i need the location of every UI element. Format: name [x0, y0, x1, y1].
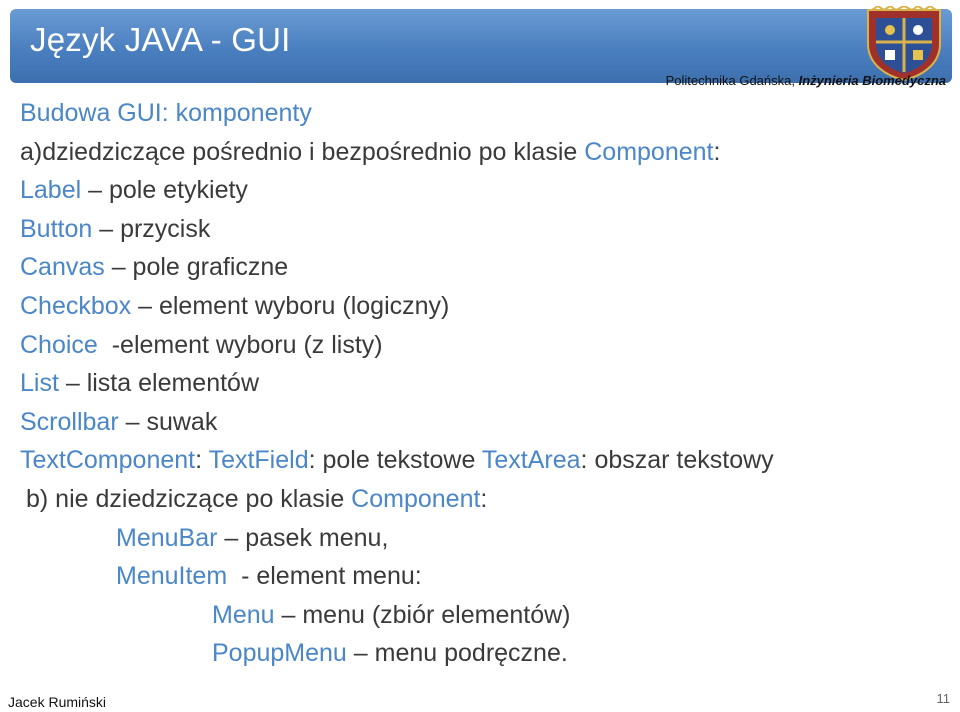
- component-item-list: [20, 364, 950, 403]
- popupmenu-name: PopupMenu: [212, 639, 347, 668]
- component-desc: – suwak: [118, 407, 218, 436]
- intro-line-b: [20, 480, 950, 519]
- component-desc: – element wyboru (logiczny): [131, 291, 450, 320]
- component-name: Checkbox: [20, 291, 132, 320]
- institution-name: Politechnika Gdańska,: [665, 73, 795, 88]
- component-item-scrollbar: [20, 403, 950, 442]
- component-name: List: [20, 369, 59, 398]
- component-desc: – przycisk: [92, 214, 211, 243]
- component-item-button: [20, 210, 950, 249]
- slide-body: [20, 94, 950, 673]
- menubar-name: MenuBar: [116, 523, 218, 552]
- menu-item-menuitem: [20, 557, 950, 596]
- textcomponent-sep: :: [195, 446, 209, 475]
- menu-item-popupmenu: [20, 634, 950, 673]
- author-name: Jacek Rumiński: [8, 694, 107, 710]
- institution-caption: [666, 73, 946, 88]
- menuitem-name: MenuItem: [116, 562, 228, 591]
- slide-title: Język JAVA - GUI: [30, 21, 291, 58]
- component-desc: -element wyboru (z listy): [97, 330, 383, 359]
- intro-a-end: :: [713, 137, 721, 166]
- faculty-name: Inżynieria Biomedyczna: [798, 73, 946, 88]
- textfield-desc: : pole tekstowe: [308, 446, 482, 475]
- intro-line-a: [20, 133, 950, 172]
- menu-item-menu: [20, 596, 950, 635]
- component-item-checkbox: [20, 287, 950, 326]
- component-desc: – pole graficzne: [104, 253, 289, 282]
- component-item-label: [20, 171, 950, 210]
- intro-a-class: Component: [584, 137, 714, 166]
- intro-a-text: a)dziedziczące pośrednio i bezpośrednio po klasie: [20, 137, 585, 166]
- page-number: 11: [936, 691, 950, 706]
- component-item-textcomponent: [20, 441, 950, 480]
- intro-b-end: :: [480, 484, 488, 513]
- textfield-name: TextField: [208, 446, 309, 475]
- textcomponent-name: TextComponent: [20, 446, 196, 475]
- textarea-desc: : obszar tekstowy: [580, 446, 774, 475]
- component-name: Button: [20, 214, 93, 243]
- popupmenu-desc: – menu podręczne.: [346, 639, 568, 668]
- component-name: Canvas: [20, 253, 105, 282]
- component-name: Choice: [20, 330, 98, 359]
- section-heading: Budowa GUI: komponenty: [20, 99, 312, 127]
- menubar-desc: – pasek menu,: [217, 523, 389, 552]
- component-item-choice: [20, 326, 950, 365]
- component-name: Scrollbar: [20, 407, 119, 436]
- component-name: Label: [20, 176, 82, 205]
- menu-name: Menu: [212, 600, 275, 629]
- menu-desc: – menu (zbiór elementów): [274, 600, 571, 629]
- title-bar: [10, 9, 952, 83]
- menu-item-menubar: [20, 519, 950, 558]
- university-crest-icon: [858, 6, 950, 82]
- intro-b-text: b) nie dziedziczące po klasie: [26, 484, 352, 513]
- textarea-name: TextArea: [481, 446, 581, 475]
- menuitem-desc: - element menu:: [227, 562, 422, 591]
- component-desc: – pole etykiety: [81, 176, 248, 205]
- component-desc: – lista elementów: [58, 369, 260, 398]
- intro-b-class: Component: [351, 484, 481, 513]
- component-item-canvas: [20, 248, 950, 287]
